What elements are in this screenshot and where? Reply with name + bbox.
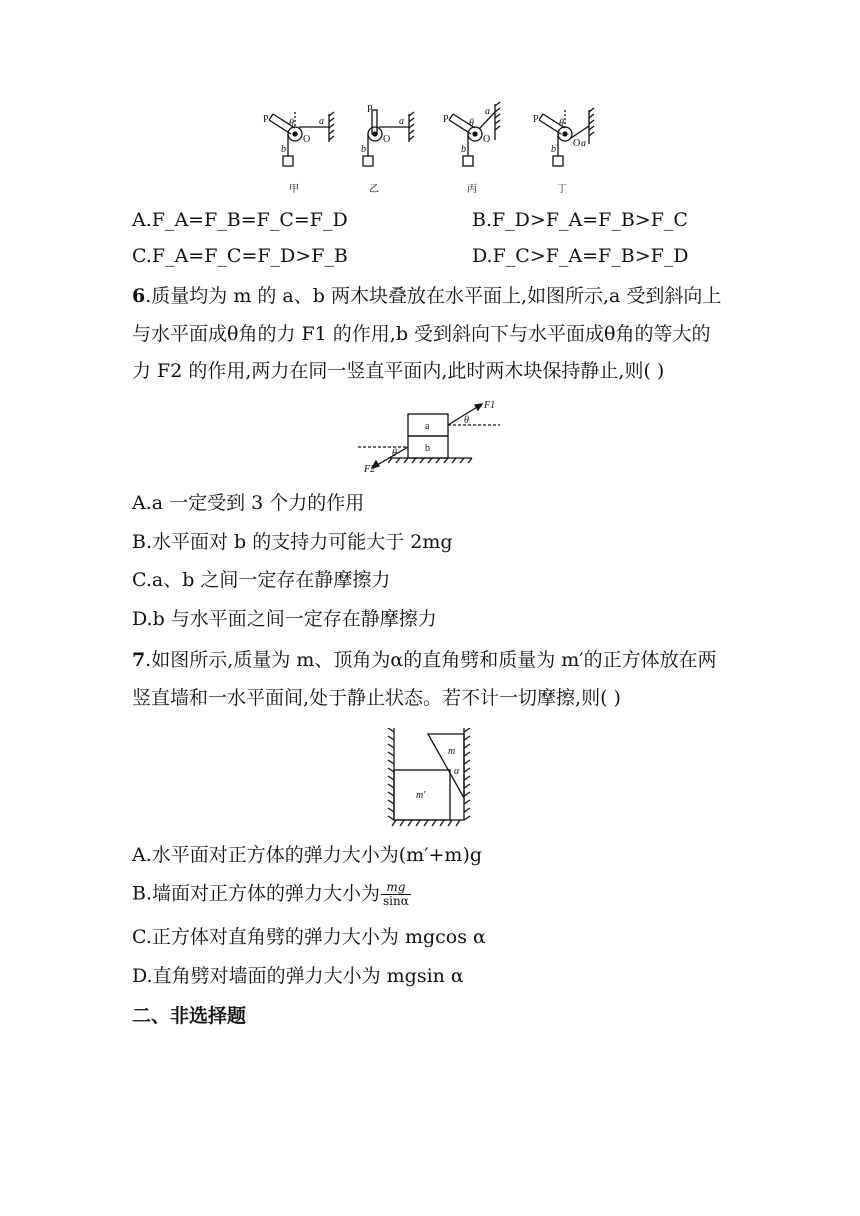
q7-option-b-text: B.墙面对正方体的弹力大小为: [132, 882, 381, 905]
label-b: b: [551, 144, 556, 155]
setup-ding: [539, 108, 594, 166]
q5-option-d: D.F_C>F_A=F_B>F_D: [472, 245, 689, 267]
label-O: O: [303, 134, 311, 145]
force-f1-label: F1: [484, 400, 496, 411]
wedge-cube-svg: [384, 728, 478, 828]
label-O: O: [383, 134, 391, 145]
q5-option-b: B.F_D>F_A=F_B>F_C: [472, 209, 688, 231]
force-f2-label: F2: [364, 464, 376, 474]
q6-stem-line1: [132, 284, 721, 308]
q6-option-c: C.a、b 之间一定存在静摩擦力: [132, 569, 391, 591]
label-a: a: [319, 116, 324, 127]
fraction-numerator: mg: [381, 881, 411, 895]
block-a-label: a: [425, 421, 430, 432]
label-P: P: [443, 114, 449, 125]
alpha-label: α: [454, 766, 460, 777]
setup-jia: [269, 112, 334, 166]
stacked-blocks-figure: [358, 396, 508, 474]
label-theta: θ: [289, 118, 294, 129]
q7-stem-line2: 竖直墙和一水平面间,处于静止状态。若不计一切摩擦,则( ): [132, 687, 621, 709]
label-b: b: [281, 144, 286, 155]
q6-number: 6: [132, 285, 146, 307]
caption-ding: 丁: [557, 184, 567, 195]
q6-option-b: B.水平面对 b 的支持力可能大于 2mg: [132, 531, 453, 553]
q5-options-row2: [132, 244, 689, 268]
section-heading: 二、非选择题: [132, 1005, 247, 1027]
q7-option-b-fraction: [381, 881, 411, 908]
pulley-figure-svg: [255, 100, 605, 200]
label-a: a: [581, 138, 586, 149]
pulley-figure: [255, 100, 605, 200]
setup-bing: [449, 102, 500, 166]
caption-bing: 丙: [467, 184, 477, 195]
label-P: P: [263, 114, 269, 125]
caption-yi: 乙: [369, 184, 379, 195]
stacked-blocks-svg: [358, 396, 508, 474]
theta-label-2: θ: [392, 448, 397, 459]
label-O: O: [483, 134, 491, 145]
q5-option-a: A.F_A=F_B=F_C=F_D: [132, 209, 348, 231]
fraction-denominator: sinα: [383, 894, 409, 908]
wedge-cube-figure: [384, 728, 478, 828]
label-theta: θ: [469, 118, 474, 129]
caption-jia: 甲: [289, 184, 299, 195]
q7-option-c: C.正方体对直角劈的弹力大小为 mgcos α: [132, 926, 486, 948]
label-a: a: [399, 116, 404, 127]
theta-label-1: θ: [464, 415, 469, 426]
label-b: b: [461, 144, 466, 155]
q7-text-1: .如图所示,质量为 m、顶角为α的直角劈和质量为 m′的正方体放在两: [145, 649, 717, 671]
label-O: O: [573, 138, 581, 149]
q6-stem-line2: 与水平面成θ角的力 F1 的作用,b 受到斜向下与水平面成θ角的等大的: [132, 323, 711, 345]
label-theta: θ: [559, 118, 564, 129]
q6-option-a: A.a 一定受到 3 个力的作用: [132, 492, 365, 514]
block-b-label: b: [425, 443, 430, 454]
q5-options-row1: [132, 208, 688, 232]
cube-mass-label: m′: [416, 790, 426, 801]
label-b: b: [361, 144, 366, 155]
q7-number: 7: [132, 649, 146, 671]
q7-option-d: D.直角劈对墙面的弹力大小为 mgsin α: [132, 965, 464, 987]
q5-option-c: C.F_A=F_C=F_D>F_B: [132, 245, 348, 267]
label-P: P: [533, 114, 539, 125]
q7-stem-line1: [132, 648, 717, 672]
q6-stem-line3: 力 F2 的作用,两力在同一竖直平面内,此时两木块保持静止,则( ): [132, 360, 665, 382]
wedge-mass-label: m: [448, 746, 456, 757]
q7-option-b: [132, 881, 411, 908]
q7-option-a: A.水平面对正方体的弹力大小为(m′+m)g: [132, 844, 483, 866]
label-a: a: [485, 106, 490, 117]
label-P: P: [367, 104, 373, 115]
q6-option-d: D.b 与水平面之间一定存在静摩擦力: [132, 608, 437, 630]
q6-text-1: .质量均为 m 的 a、b 两木块叠放在水平面上,如图所示,a 受到斜向上: [145, 285, 722, 307]
